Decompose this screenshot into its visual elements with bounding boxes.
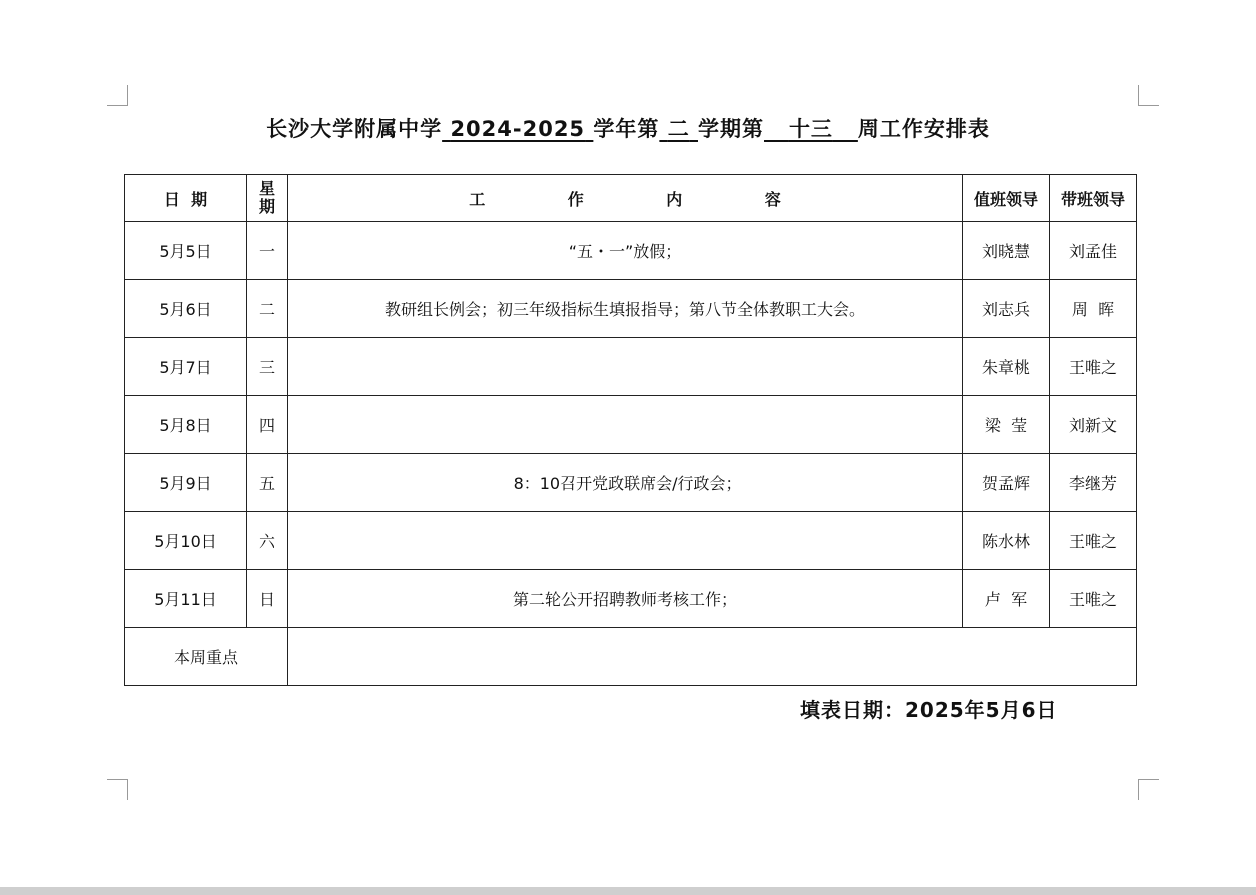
row-weekday: 五: [247, 454, 288, 512]
weekly-focus-label: 本周重点: [125, 628, 288, 686]
row-weekday: 一: [247, 222, 288, 280]
page-corner-mark: [1138, 85, 1159, 106]
row-class-leader: 刘孟佳: [1050, 222, 1137, 280]
row-date: 5月11日: [125, 570, 247, 628]
school-name: 长沙大学附属中学: [266, 117, 443, 141]
table-header-row: [125, 175, 1137, 222]
row-content: 教研组长例会；初三年级指标生填报指导；第八节全体教职工大会。: [288, 280, 963, 338]
header-duty-leader: 值班领导: [963, 175, 1050, 222]
weekly-focus-content: [288, 628, 1137, 686]
table-row: [125, 222, 1137, 280]
row-date: 5月6日: [125, 280, 247, 338]
row-weekday: 四: [247, 396, 288, 454]
term-number: 二: [667, 117, 690, 141]
school-year: 2024-2025: [450, 117, 586, 141]
header-class-leader: 带班领导: [1050, 175, 1137, 222]
row-weekday: 二: [247, 280, 288, 338]
document-title: 长沙大学附属中学 2024-2025 学年第 二 学期第 十三 周工作安排表: [266, 117, 990, 141]
row-duty-leader: 梁 莹: [963, 396, 1050, 454]
page-corner-mark: [107, 85, 128, 106]
table-row: [125, 570, 1137, 628]
schedule-table: [124, 174, 1137, 686]
row-class-leader: 李继芳: [1050, 454, 1137, 512]
row-duty-leader: 朱章桃: [963, 338, 1050, 396]
row-weekday: 日: [247, 570, 288, 628]
row-class-leader: 周 晖: [1050, 280, 1137, 338]
window-bottom-bar: [0, 887, 1256, 895]
row-content: “五・一”放假；: [288, 222, 963, 280]
table-row: [125, 512, 1137, 570]
row-class-leader: 刘新文: [1050, 396, 1137, 454]
row-duty-leader: 陈水林: [963, 512, 1050, 570]
page-corner-mark: [1138, 779, 1159, 800]
table-row: [125, 338, 1137, 396]
header-weekday: 星 期: [247, 175, 288, 222]
row-class-leader: 王唯之: [1050, 338, 1137, 396]
row-duty-leader: 刘志兵: [963, 280, 1050, 338]
row-duty-leader: 卢 军: [963, 570, 1050, 628]
row-content: [288, 512, 963, 570]
row-content: [288, 396, 963, 454]
table-row: [125, 454, 1137, 512]
row-content: 第二轮公开招聘教师考核工作；: [288, 570, 963, 628]
row-class-leader: 王唯之: [1050, 512, 1137, 570]
table-row: [125, 280, 1137, 338]
row-class-leader: 王唯之: [1050, 570, 1137, 628]
row-content: 8：10召开党政联席会/行政会；: [288, 454, 963, 512]
row-date: 5月8日: [125, 396, 247, 454]
header-content: 工 作 内 容: [288, 175, 963, 222]
page-corner-mark: [107, 779, 128, 800]
row-weekday: 六: [247, 512, 288, 570]
row-content: [288, 338, 963, 396]
header-date: 日 期: [125, 175, 247, 222]
row-date: 5月7日: [125, 338, 247, 396]
row-duty-leader: 刘晓慧: [963, 222, 1050, 280]
row-duty-leader: 贺孟辉: [963, 454, 1050, 512]
row-weekday: 三: [247, 338, 288, 396]
row-date: 5月5日: [125, 222, 247, 280]
week-number: 十三: [788, 117, 833, 141]
fill-date: 填表日期：2025年5月6日: [800, 698, 1058, 722]
row-date: 5月9日: [125, 454, 247, 512]
weekly-focus-row: [125, 628, 1137, 686]
table-row: [125, 396, 1137, 454]
row-date: 5月10日: [125, 512, 247, 570]
